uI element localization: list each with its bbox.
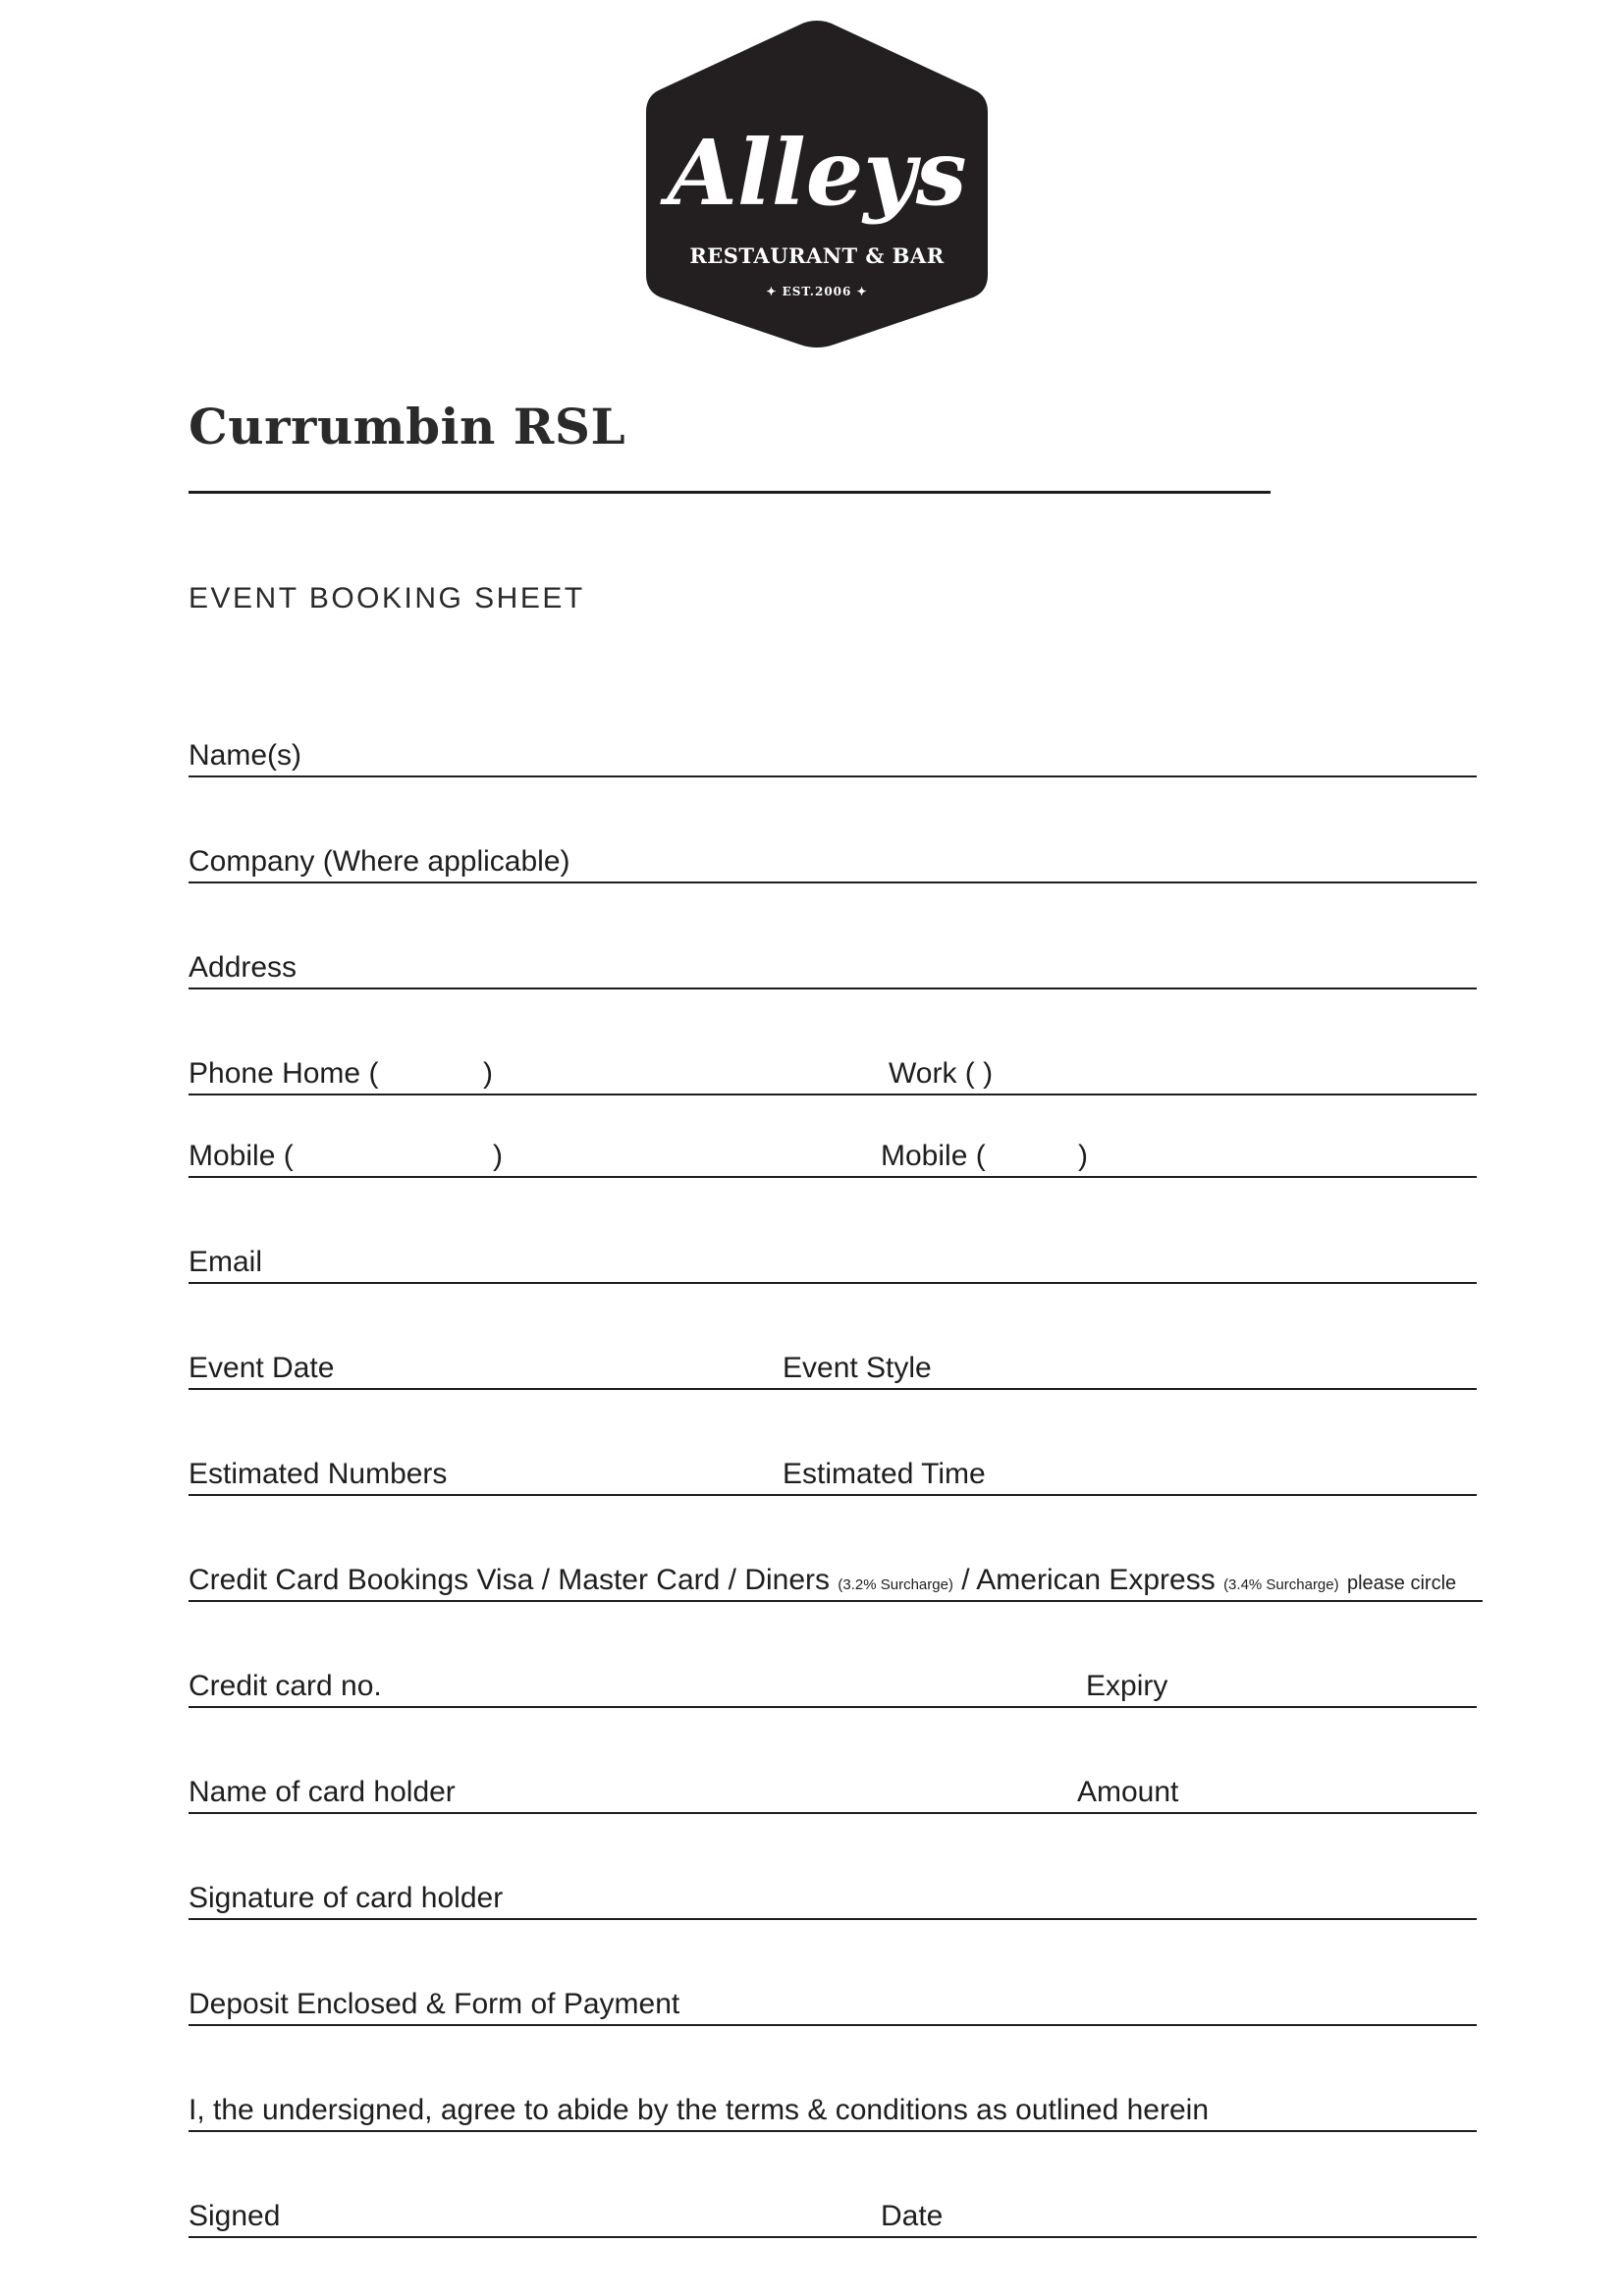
card-holder-name-label: Name of card holder bbox=[189, 1776, 456, 1808]
phone-row[interactable] bbox=[189, 1054, 1477, 1095]
mobile-row[interactable] bbox=[189, 1137, 1477, 1178]
alleys-logo-badge bbox=[643, 18, 991, 351]
title-divider bbox=[189, 491, 1271, 494]
estimates-row[interactable] bbox=[189, 1455, 1477, 1496]
email-field[interactable] bbox=[189, 1243, 1477, 1284]
venue-title: Currumbin RSL bbox=[189, 398, 626, 455]
deposit-field[interactable] bbox=[189, 1985, 1477, 2026]
company-field[interactable] bbox=[189, 842, 1477, 883]
sheet-title: EVENT BOOKING SHEET bbox=[189, 582, 585, 614]
phone-home-label: Phone Home ( bbox=[189, 1057, 379, 1090]
signed-date-row[interactable] bbox=[189, 2197, 1477, 2238]
event-style-label: Event Style bbox=[783, 1352, 932, 1384]
company-label: Company (Where applicable) bbox=[189, 845, 570, 878]
agreement-field[interactable] bbox=[189, 2091, 1477, 2132]
credit-card-type-field[interactable] bbox=[189, 1561, 1483, 1602]
estimated-numbers-label: Estimated Numbers bbox=[189, 1458, 448, 1490]
mobile-2-label: Mobile ( bbox=[881, 1140, 986, 1172]
estimated-time-label: Estimated Time bbox=[783, 1458, 986, 1490]
date-label: Date bbox=[881, 2200, 944, 2232]
card-holder-signature-label: Signature of card holder bbox=[189, 1882, 504, 1914]
card-holder-row[interactable] bbox=[189, 1773, 1477, 1814]
credit-card-bookings-label: Credit Card Bookings Visa / Master Card / Diners bbox=[189, 1564, 831, 1596]
credit-card-number-row[interactable] bbox=[189, 1667, 1477, 1708]
please-circle-note: please circle bbox=[1346, 1573, 1457, 1594]
event-date-style-row[interactable] bbox=[189, 1349, 1477, 1390]
logo-established: ✦ EST.2006 ✦ bbox=[766, 285, 868, 298]
phone-home-close: ) bbox=[483, 1057, 493, 1090]
email-label: Email bbox=[189, 1246, 263, 1278]
logo-script-text: Alleys bbox=[667, 120, 967, 226]
signed-label: Signed bbox=[189, 2200, 281, 2232]
alleys-logo bbox=[643, 18, 991, 351]
american-express-label: / American Express bbox=[961, 1564, 1216, 1596]
mobile-1-close: ) bbox=[493, 1140, 503, 1172]
mobile-1-label: Mobile ( bbox=[189, 1140, 294, 1172]
event-date-label: Event Date bbox=[189, 1352, 335, 1384]
amex-surcharge-note: (3.4% Surcharge) bbox=[1223, 1576, 1339, 1593]
amount-label: Amount bbox=[1077, 1776, 1179, 1808]
agreement-label: I, the undersigned, agree to abide by the terms & conditions as outlined herein bbox=[189, 2094, 1209, 2126]
names-field[interactable] bbox=[189, 736, 1477, 777]
expiry-label: Expiry bbox=[1086, 1670, 1168, 1702]
credit-card-bookings-line bbox=[189, 1566, 1456, 1595]
mobile-2-close: ) bbox=[1078, 1140, 1088, 1172]
credit-card-number-label: Credit card no. bbox=[189, 1670, 382, 1702]
address-label: Address bbox=[189, 951, 298, 984]
diners-surcharge-note: (3.2% Surcharge) bbox=[838, 1576, 953, 1593]
work-phone-label: Work ( ) bbox=[889, 1057, 994, 1090]
deposit-label: Deposit Enclosed & Form of Payment bbox=[189, 1988, 680, 2020]
address-field[interactable] bbox=[189, 948, 1477, 989]
card-holder-signature-field[interactable] bbox=[189, 1879, 1477, 1920]
logo-subtitle: RESTAURANT & BAR bbox=[689, 243, 945, 268]
names-label: Name(s) bbox=[189, 739, 302, 772]
